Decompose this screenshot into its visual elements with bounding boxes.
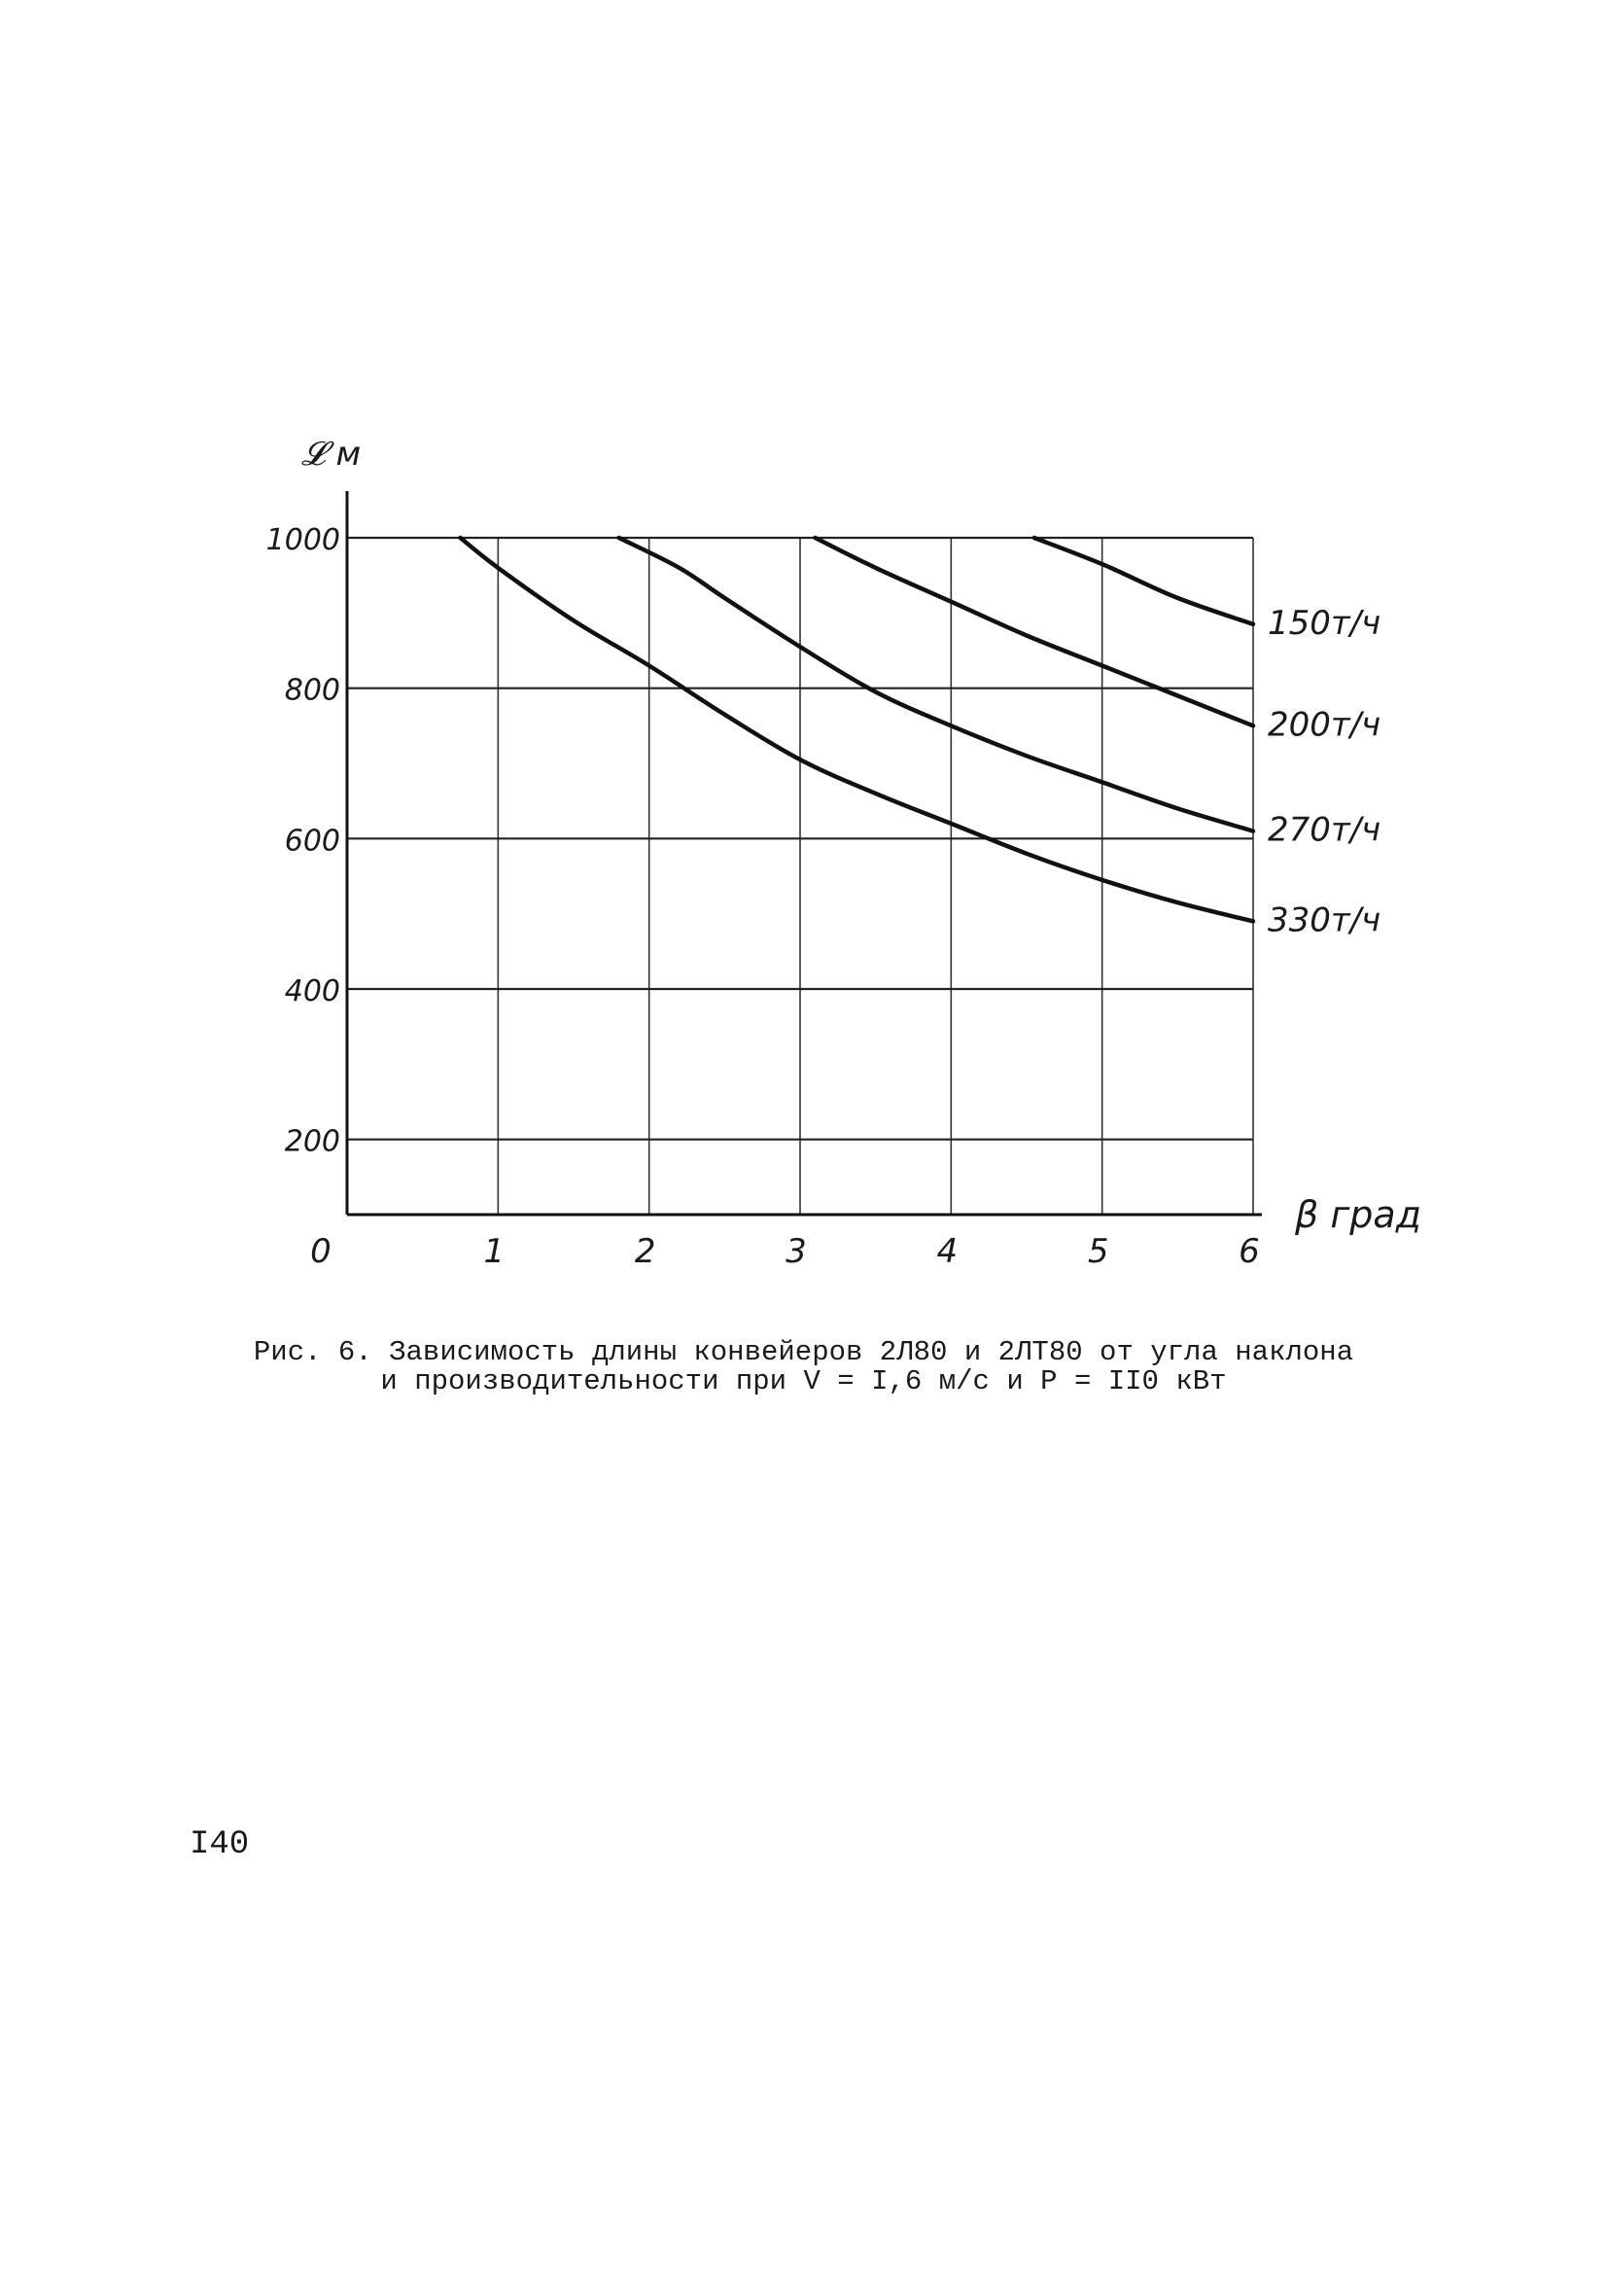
x-tick-label-1: 1: [483, 1232, 506, 1271]
y-tick-label-600: 600: [284, 824, 340, 859]
y-tick-label-400: 400: [284, 974, 340, 1008]
page-number: I40: [190, 1826, 250, 1863]
y-tick-label-1000: 1000: [265, 523, 340, 557]
series-line-4: [461, 538, 1254, 921]
series-label-3: 270т/ч: [1268, 810, 1381, 850]
series-line-3: [619, 538, 1253, 831]
axes: [347, 491, 1262, 1215]
figure-caption-line-1: Рис. 6. Зависимость длины конвейеров 2Л80 и 2ЛТ80 от угла наклона: [253, 1336, 1354, 1368]
grid: [347, 538, 1253, 1215]
series-label-1: 150т/ч: [1268, 603, 1381, 643]
x-axis-title: β град: [1295, 1193, 1421, 1236]
series-line-2: [816, 538, 1254, 725]
series-group: [461, 538, 1254, 921]
x-tick-label-3: 3: [786, 1232, 807, 1271]
figure-caption-line-2: и производительности при V = I,6 м/с и P = II0 кВт: [380, 1365, 1227, 1397]
labels-group: [266, 435, 1421, 1271]
series-line-1: [1034, 538, 1253, 624]
x-tick-label-0: 0: [310, 1232, 332, 1271]
x-tick-label-5: 5: [1087, 1232, 1109, 1271]
y-tick-label-800: 800: [284, 673, 340, 708]
x-tick-label-6: 6: [1239, 1232, 1260, 1271]
y-axis-title: 𝓛 м: [301, 435, 362, 474]
x-tick-label-2: 2: [634, 1232, 656, 1271]
y-tick-label-200: 200: [284, 1124, 340, 1159]
series-label-4: 330т/ч: [1268, 901, 1381, 940]
x-tick-label-4: 4: [936, 1232, 959, 1271]
series-label-2: 200т/ч: [1268, 705, 1381, 745]
